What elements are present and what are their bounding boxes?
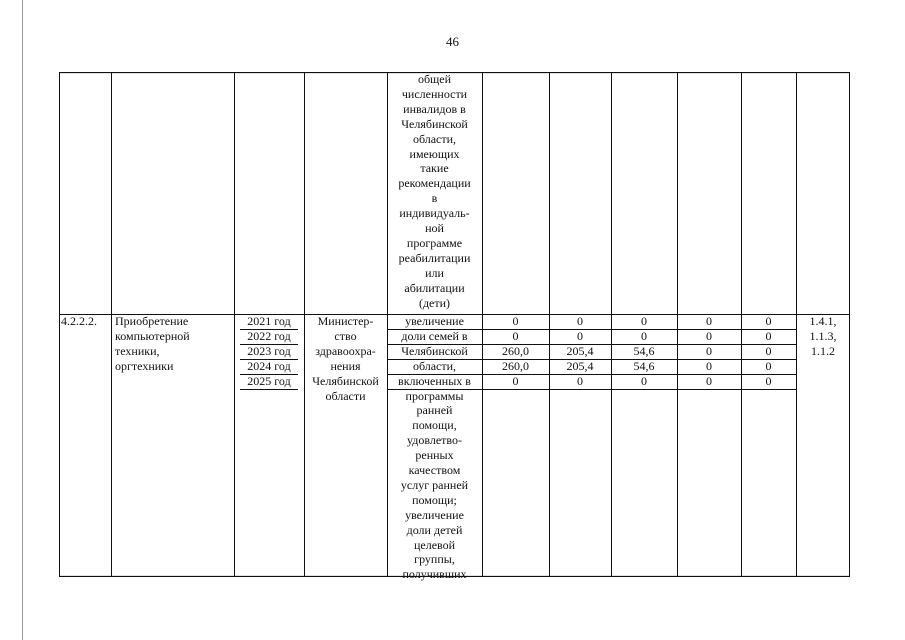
indicator-text: ренных <box>415 448 454 463</box>
indicator-continuation-text: такие <box>420 161 449 176</box>
value-cell: 0 <box>512 374 519 388</box>
indicator-continuation-text: рекомендации <box>398 176 471 191</box>
value-cell: 0 <box>765 314 772 328</box>
value-cell: 0 <box>765 374 772 388</box>
value-cell: 0 <box>706 374 712 388</box>
year-cell: 2024 год <box>247 358 291 373</box>
indicator-continuation-text: абилитации <box>404 280 465 295</box>
indicator-text: получивших <box>402 567 467 582</box>
executor-text: Министер- <box>317 314 374 328</box>
indicator-text: увеличение <box>405 507 464 522</box>
value-cell: 0 <box>706 329 712 343</box>
indicator-text: удовлетво- <box>407 433 462 448</box>
indicator-text: программы <box>405 388 464 403</box>
value-cell: 0 <box>641 374 647 388</box>
value-cell: 0 <box>706 359 712 373</box>
indicator-text: качеством <box>408 463 461 477</box>
value-cell: 54,6 <box>633 359 655 373</box>
indicator-continuation-text: или <box>425 265 444 280</box>
value-cell: 0 <box>765 359 772 373</box>
value-cell: 54,6 <box>633 344 655 358</box>
value-cell: 205,4 <box>566 344 594 358</box>
indicator-text: целевой <box>413 537 456 552</box>
year-cell: 2022 год <box>247 328 291 343</box>
value-cell: 205,4 <box>566 359 594 373</box>
event-name-text: Приобретение <box>115 314 189 328</box>
value-cell: 0 <box>577 329 583 343</box>
row-number: 4.2.2.2. <box>61 314 97 328</box>
indicator-continuation-text: ной <box>425 221 444 235</box>
executor-text: нения <box>330 358 361 373</box>
page-number: 46 <box>446 34 459 49</box>
value-cell: 260,0 <box>502 344 529 358</box>
executor-text: Челябинской <box>312 373 379 388</box>
value-cell: 0 <box>706 344 712 358</box>
event-name-text: компьютерной <box>115 328 190 343</box>
indicator-text: помощи, <box>412 418 457 433</box>
indicator-continuation-text: (дети) <box>418 295 451 310</box>
indicator-continuation-text: Челябинской <box>401 116 468 131</box>
page-edge-line <box>22 0 23 640</box>
indicator-text: области, <box>412 358 457 373</box>
indicator-continuation-text: численности <box>401 86 468 101</box>
value-cell: 0 <box>512 329 519 343</box>
indicator-text: помощи; <box>412 492 457 507</box>
indicator-continuation-text: имеющих <box>409 146 460 161</box>
link-text: 1.1.2 <box>811 343 835 358</box>
data-table <box>59 72 850 582</box>
indicator-continuation-text: инвалидов в <box>403 101 466 116</box>
indicator-text: Челябинской <box>401 343 468 358</box>
value-cell: 0 <box>577 374 583 388</box>
value-cell: 0 <box>765 344 772 358</box>
value-cell: 0 <box>706 314 712 328</box>
executor-text: ство <box>334 328 357 343</box>
indicator-text: группы, <box>414 552 455 567</box>
value-cell: 0 <box>512 314 519 328</box>
indicator-continuation-text: программе <box>406 235 463 250</box>
link-text: 1.1.3, <box>809 328 837 343</box>
indicator-text: услуг ранней <box>400 477 469 492</box>
executor-text: области <box>325 388 366 403</box>
indicator-text: доли детей <box>406 522 463 537</box>
year-cell: 2021 год <box>247 314 291 328</box>
value-cell: 260,0 <box>502 359 529 373</box>
indicator-text: ранней <box>416 403 453 418</box>
event-name-text: оргтехники <box>115 358 174 373</box>
value-cell: 0 <box>641 314 647 328</box>
value-cell: 0 <box>641 329 647 343</box>
year-cell: 2025 год <box>247 373 291 388</box>
value-cell: 0 <box>577 314 583 328</box>
year-cell: 2023 год <box>247 343 291 358</box>
indicator-text: доли семей в <box>401 328 468 343</box>
value-cell: 0 <box>765 329 772 343</box>
indicator-text: включенных в <box>398 373 471 388</box>
link-text: 1.4.1, <box>809 314 837 328</box>
indicator-text: увеличение <box>405 314 464 328</box>
event-name-text: техники, <box>115 343 160 358</box>
indicator-continuation-text: общей <box>417 72 452 86</box>
executor-text: здравоохра- <box>315 343 376 358</box>
indicator-continuation-text: индивидуаль- <box>399 206 470 221</box>
indicator-continuation-text: в <box>431 191 438 206</box>
indicator-continuation-text: области, <box>412 131 457 146</box>
indicator-continuation-text: реабилитации <box>398 250 471 265</box>
